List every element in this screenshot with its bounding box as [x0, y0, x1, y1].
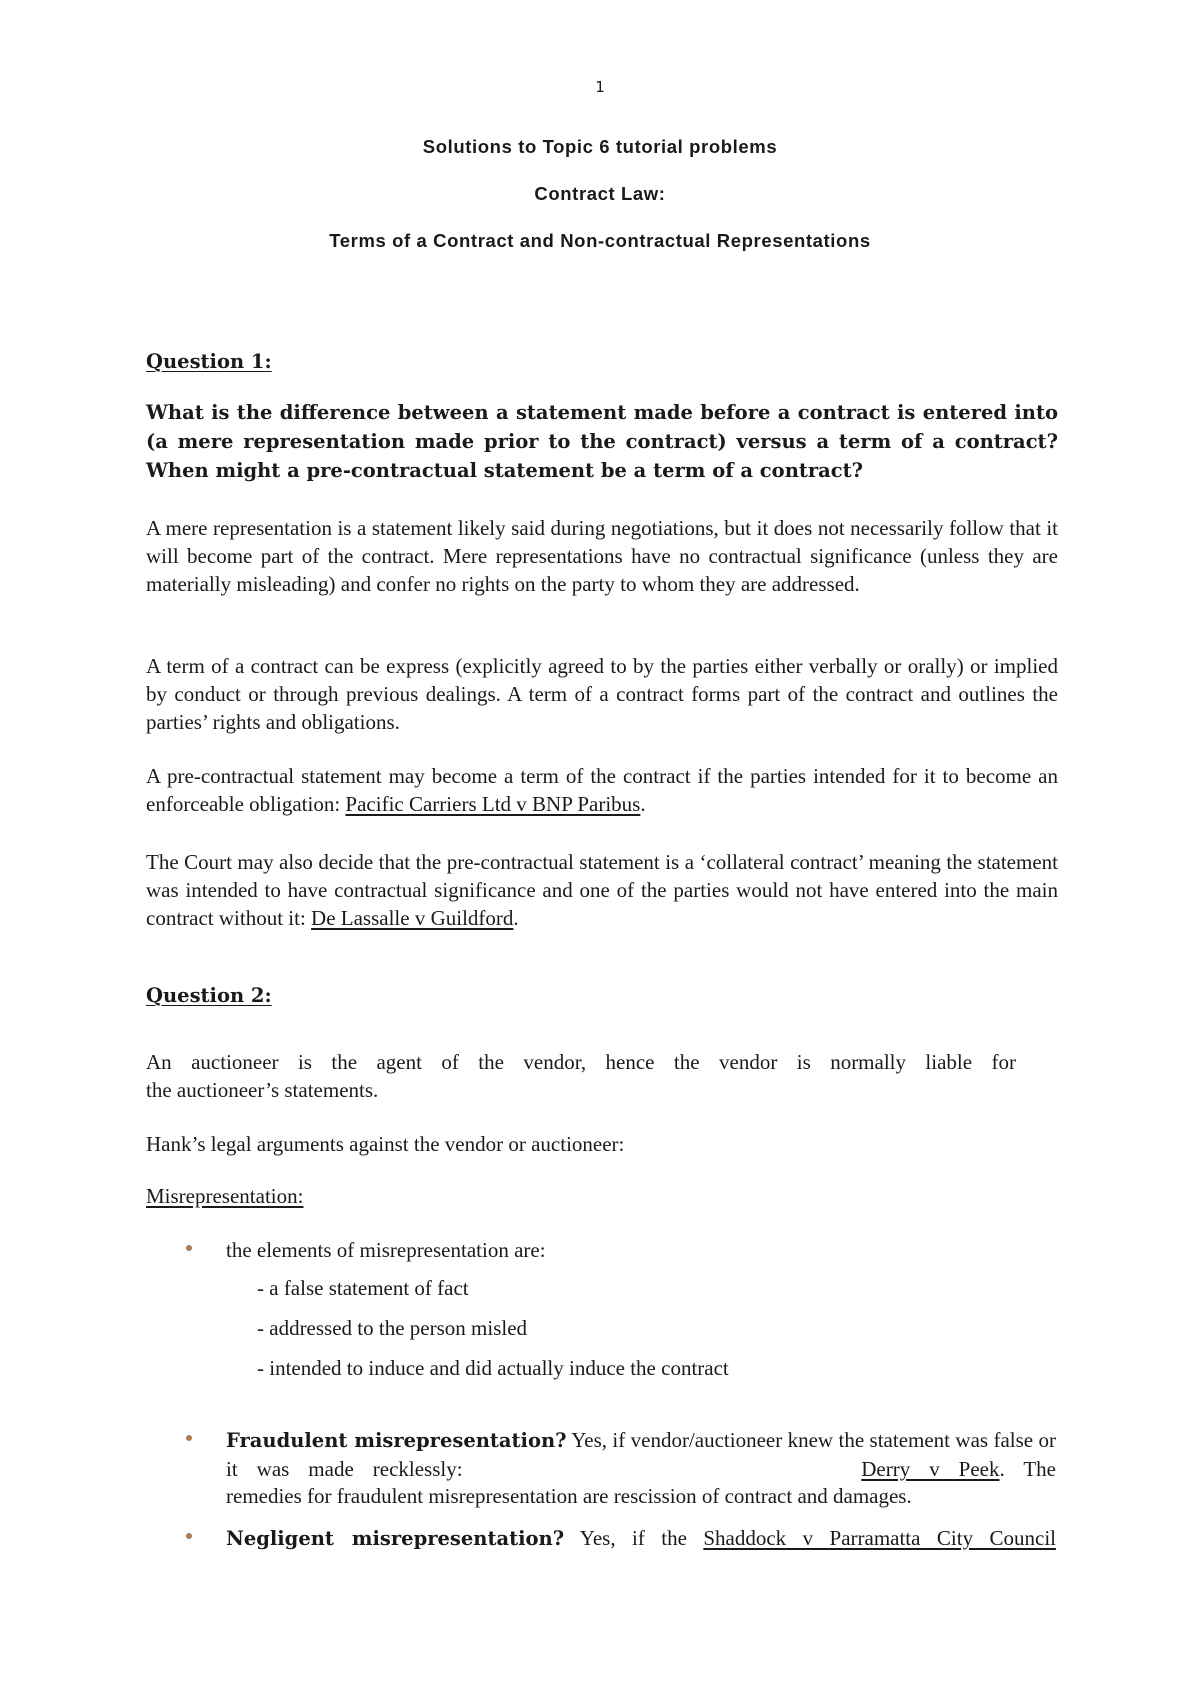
negligent-label: Negligent misrepresentation?	[226, 1527, 565, 1550]
case-citation-de-lassalle: De Lassalle v Guildford	[311, 906, 514, 930]
paragraph-3-text: A pre-contractual statement may become a term of the contract if the parties intended for it to become an enforceable obligation:	[146, 764, 1058, 816]
page-number: 1	[595, 78, 605, 96]
case-citation-pacific-carriers: Pacific Carriers Ltd v BNP Paribus	[345, 792, 641, 816]
misrepresentation-section-label	[146, 1182, 1058, 1210]
document-topic: Terms of a Contract and Non-contractual Representations	[329, 230, 871, 251]
question-1-paragraph-1: A mere representation is a statement likely said during negotiations, but it does not necessarily follow that it will become part of the contract. Mere representations have no contractual significance (unless they are materially misleading) and confer no rights on the party to whom they are addressed.	[146, 516, 1058, 596]
misrepresentation-heading: Misrepresentation:	[146, 1184, 304, 1208]
fraudulent-label: Fraudulent misrepresentation?	[226, 1429, 567, 1452]
fraudulent-after: . The	[999, 1457, 1057, 1481]
question-1-paragraph-4	[146, 848, 1058, 932]
bullet-negligent-text	[226, 1524, 1056, 1553]
element-item: - addressed to the person misled	[257, 1316, 528, 1340]
element-item: - intended to induce and did actually induce the contract	[257, 1356, 729, 1380]
bullet-icon	[186, 1245, 192, 1251]
question-1-paragraph-3	[146, 762, 1058, 818]
bullet-icon	[186, 1435, 192, 1441]
paragraph-4-text: The Court may also decide that the pre-contractual statement is a ‘collateral contract’ meaning the statement was intended to have contractual significance and one of the parties would not have entered into the main contract without it:	[146, 850, 1058, 930]
question-1-label: Question 1:	[146, 350, 272, 373]
document-title: Solutions to Topic 6 tutorial problems	[422, 136, 778, 157]
case-citation-shaddock: Shaddock v Parramatta City Council	[703, 1526, 1056, 1550]
negligent-text: Yes, if the	[564, 1526, 704, 1550]
bullet-elements-text: the elements of misrepresentation are:	[226, 1238, 546, 1262]
question-1-prompt: What is the difference between a statement made before a contract is entered into (a mere representation made prior to the contract) versus a term of a contract? When might a pre-contractual statement be a term of a contract?	[146, 401, 1058, 482]
question-2-paragraph-2: Hank’s legal arguments against the vendor or auctioneer:	[146, 1132, 625, 1156]
question-2-paragraph-1-line-2: the auctioneer’s statements.	[146, 1078, 379, 1102]
fraudulent-remedies: remedies for fraudulent misrepresentation are rescission of contract and damages.	[226, 1484, 912, 1508]
document-subject: Contract Law:	[534, 183, 666, 204]
question-2-label: Question 2:	[146, 984, 272, 1007]
fraudulent-text: Yes, if vendor/auctioneer knew the statement was false or it was made recklessly:	[226, 1428, 1056, 1481]
element-item: - a false statement of fact	[257, 1276, 469, 1300]
paragraph-4-end: .	[513, 906, 519, 930]
question-1-paragraph-2: A term of a contract can be express (explicitly agreed to by the parties either verbally or orally) or implied by conduct or through previous dealings. A term of a contract forms part of the contract and outlines the parties’ rights and obligations.	[146, 654, 1058, 734]
question-2-paragraph-1-line-1: An auctioneer is the agent of the vendor, hence the vendor is normally liable for	[146, 1050, 1016, 1074]
case-citation-derry-v-peek: Derry v Peek	[861, 1457, 1000, 1481]
bullet-fraudulent-text	[226, 1426, 1056, 1483]
bullet-icon	[186, 1533, 192, 1539]
paragraph-3-end: .	[640, 792, 646, 816]
